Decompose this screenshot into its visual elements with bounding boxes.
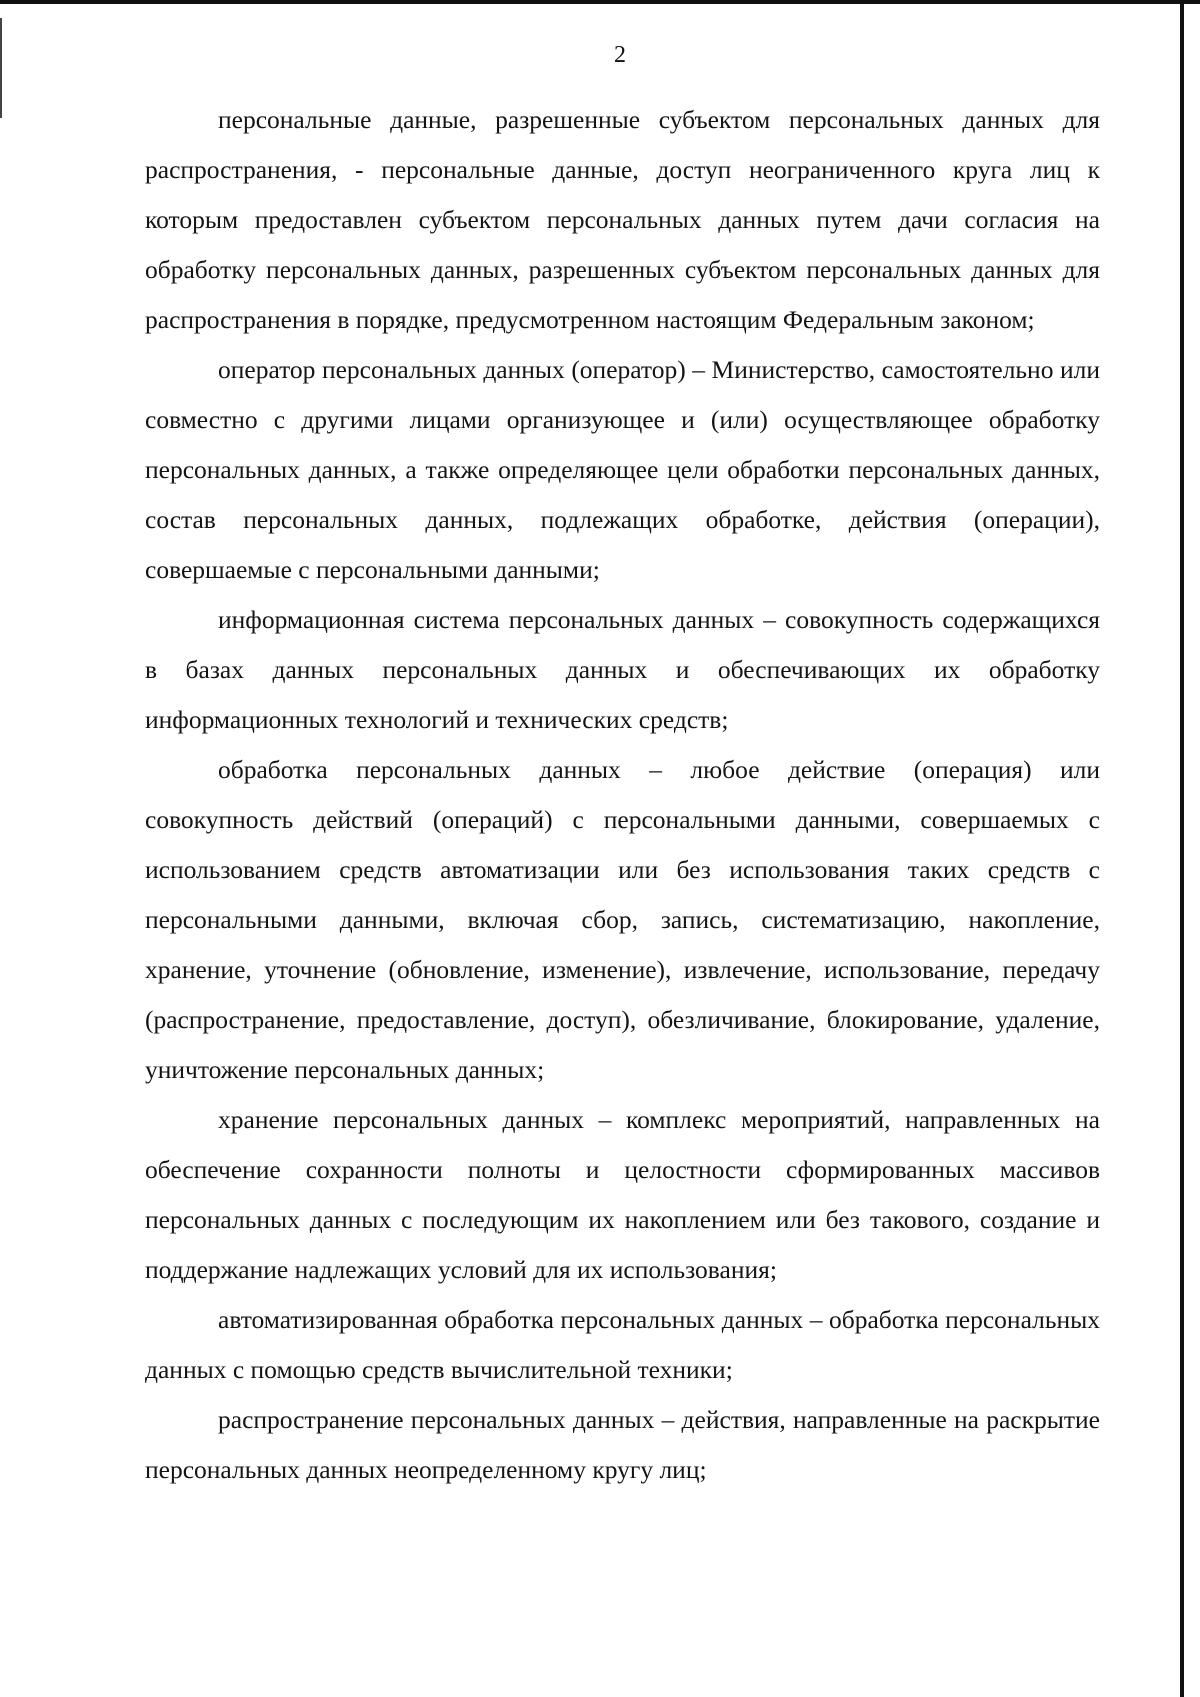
paragraph-personal-data-for-distribution: персональные данные, разрешенные субъектом персональных данных для распространения, - персональные данные, доступ неограниченного круга лиц к которым предоставлен субъектом персональных данных путем дачи согласия на обработку персональных данных, разрешенных субъектом персональных данных для распространения в порядке, предусмотренном настоящим Федеральным законом; bbox=[145, 105, 1100, 334]
scan-edge-top bbox=[0, 0, 1200, 4]
document-body bbox=[145, 95, 1100, 1495]
paragraph-information-system-definition: информационная система персональных данных – совокупность содержащихся в базах данных персональных данных и обеспечивающих их обработку информационных технологий и технических средств; bbox=[145, 605, 1100, 734]
paragraph-processing-definition: обработка персональных данных – любое действие (операция) или совокупность действий (операций) с персональными данными, совершаемых с использованием средств автоматизации или без использования таких средств с персональными данными, включая сбор, запись, систематизацию, накопление, хранение, уточнение (обновление, изменение), извлечение, использование, передачу (распространение, предоставление, доступ), обезличивание, блокирование, удаление, уничтожение персональных данных; bbox=[145, 755, 1100, 1084]
scan-edge-right bbox=[1180, 0, 1184, 1697]
page-number: 2 bbox=[614, 42, 626, 68]
paragraph-distribution-definition: распространение персональных данных – действия, направленные на раскрытие персональных данных неопределенному кругу лиц; bbox=[145, 1405, 1100, 1484]
paragraph-operator-definition: оператор персональных данных (оператор) – Министерство, самостоятельно или совместно с другими лицами организующее и (или) осуществляющее обработку персональных данных, а также определяющее цели обработки персональных данных, состав персональных данных, подлежащих обработке, действия (операции), совершаемые с персональными данными; bbox=[145, 355, 1100, 584]
paragraph-storage-definition: хранение персональных данных – комплекс мероприятий, направленных на обеспечение сохранности полноты и целостности сформированных массивов персональных данных с последующим их накоплением или без такового, создание и поддержание надлежащих условий для их использования; bbox=[145, 1105, 1100, 1284]
paragraph-automated-processing-definition: автоматизированная обработка персональных данных – обработка персональных данных с помощью средств вычислительной техники; bbox=[145, 1305, 1100, 1384]
